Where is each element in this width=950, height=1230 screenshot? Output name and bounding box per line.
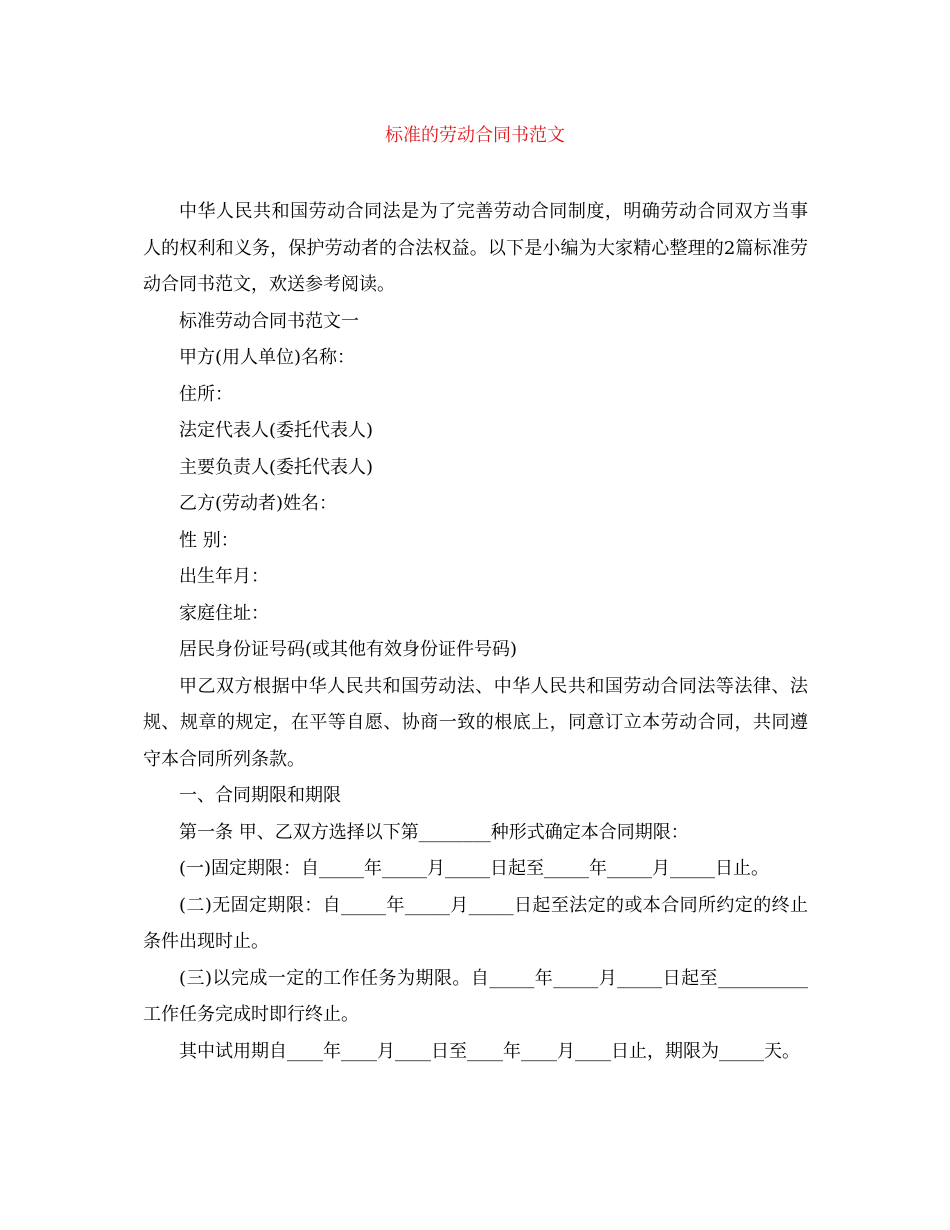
party-b-name-line: 乙方(劳动者)姓名： <box>179 493 338 514</box>
article-heading: 一、合同期限和期限 <box>179 785 341 806</box>
party-a-address-line: 住所： <box>179 383 233 405</box>
legal-representative-line: 法定代表人(委托代表人) <box>179 420 374 441</box>
document-title: 标准的劳动合同书范文 <box>385 125 565 146</box>
home-address-line: 家庭住址： <box>179 602 269 624</box>
agreement-paragraph: 甲乙双方根据中华人民共和国劳动法、中华人民共和国劳动合同法等法律、法规、规章的规定，在平等自愿、协商一致的根底上，同意订立本劳动合同，共同遵守本合同所列条款。 <box>143 675 808 770</box>
article-one-line: 第一条 甲、乙双方选择以下第________种形式确定本合同期限： <box>179 821 689 843</box>
section-heading: 标准劳动合同书范文一 <box>179 310 359 332</box>
fixed-term-line: (一)固定期限：自_____年_____月_____日起至_____年_____月_____日止。 <box>179 858 770 879</box>
party-a-name-line: 甲方(用人单位)名称： <box>179 347 356 368</box>
gender-line: 性 别： <box>179 529 239 551</box>
principal-line: 主要负责人(委托代表人) <box>179 456 374 478</box>
birth-date-line: 出生年月： <box>179 566 269 587</box>
open-term-paragraph: (二)无固定期限：自_____年_____月_____日起至法定的或本合同所约定的终止条件出现时止。 <box>143 894 808 952</box>
intro-paragraph: 中华人民共和国劳动合同法是为了完善劳动合同制度，明确劳动合同双方当事人的权利和义务，保护劳动者的合法权益。以下是小编为大家精心整理的2篇标准劳动合同书范文，欢送参考阅读。 <box>143 201 808 295</box>
task-term-paragraph: (三)以完成一定的工作任务为期限。自_____年_____月_____日起至__________工作任务完成时即行终止。 <box>143 967 808 1025</box>
probation-paragraph: 其中试用期自____年____月____日至____年____月____日止，期限为_____天。 <box>179 1040 800 1062</box>
id-number-line: 居民身份证号码(或其他有效身份证件号码) <box>179 639 518 660</box>
document-body <box>143 194 808 1070</box>
